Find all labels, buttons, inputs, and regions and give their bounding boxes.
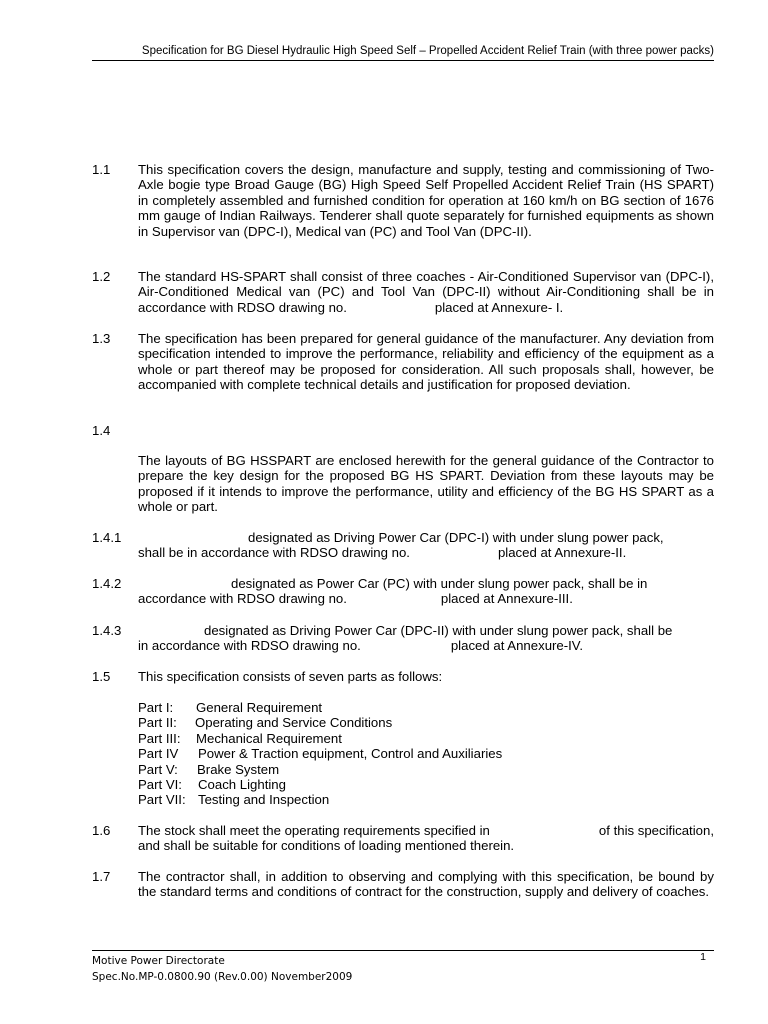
list-item — [138, 792, 502, 807]
footer-divider — [92, 950, 714, 951]
part-title: Brake System — [197, 761, 280, 777]
part-title: Mechanical Requirement — [196, 730, 342, 746]
part-title: Testing and Inspection — [198, 792, 330, 808]
section-number: 1.2 — [92, 269, 111, 284]
section-text: The stock shall meet the operating requirements specified in — [138, 823, 490, 838]
section-text: The standard HS-SPART shall consist of three coaches - Air-Conditioned Supervisor van (DPC-I), Air-Conditioned Medical van (PC) and Tool Van (DPC-II) without Air-Conditioning shall be in accordance with RDSO drawing no. — [138, 269, 714, 315]
section-number: 1.4 — [92, 423, 111, 438]
section-1-1 — [92, 162, 714, 239]
list-item — [138, 700, 502, 715]
section-number: 1.4.3 — [92, 623, 122, 638]
section-1-4-body — [92, 453, 714, 515]
annexure-text: placed at Annexure-IV. — [450, 638, 584, 654]
part-title: General Requirement — [196, 700, 323, 715]
section-1-3 — [92, 331, 714, 393]
list-item — [138, 715, 502, 730]
section-text: of this specification, — [598, 823, 714, 838]
list-item — [138, 777, 502, 792]
footer-directorate: Motive Power Directorate — [92, 955, 225, 967]
part-title: Operating and Service Conditions — [195, 715, 393, 731]
part-label: Part VII: — [138, 792, 186, 808]
list-item — [138, 762, 502, 777]
part-label: Part II: — [138, 715, 177, 731]
part-label: Part I: — [138, 700, 174, 715]
section-text: designated as Power Car (PC) with under slung power pack, shall be in — [231, 576, 648, 591]
footer-spec-number: Spec.No.MP-0.0800.90 (Rev.0.00) November2009 — [92, 971, 353, 983]
list-item — [138, 731, 502, 746]
annexure-text: placed at Annexure-III. — [440, 591, 573, 607]
section-number: 1.6 — [92, 823, 111, 838]
section-number: 1.4.1 — [92, 530, 122, 545]
section-text: This specification consists of seven parts as follows: — [138, 669, 443, 684]
section-1-4-1 — [92, 530, 714, 561]
part-label: Part VI: — [138, 777, 182, 793]
section-text: in accordance with RDSO drawing no. — [138, 638, 361, 654]
section-number: 1.7 — [92, 869, 111, 884]
section-text: accordance with RDSO drawing no. — [138, 591, 347, 607]
section-text: This specification covers the design, manufacture and supply, testing and commissioning of Two-Axle bogie type Broad Gauge (BG) High Speed Self Propelled Accident Relief Train (HS SPART) in completely assembled and furnished condition for operation at 160 km/h on BG section of 1676 mm gauge of Indian Railways. Tenderer shall quote separately for furnished equipments as shown in Supervisor van (DPC-I), Medical van (PC) and Tool Van (DPC-II). — [138, 162, 714, 239]
part-title: Power & Traction equipment, Control and Auxiliaries — [198, 746, 503, 762]
section-1-6 — [92, 823, 714, 854]
section-1-2 — [92, 269, 714, 315]
part-label: Part V: — [138, 761, 178, 777]
annexure-text: placed at Annexure-II. — [497, 545, 627, 561]
section-number: 1.3 — [92, 331, 111, 346]
section-number: 1.1 — [92, 162, 111, 177]
section-text: The contractor shall, in addition to observing and complying with this specification, be bound by the standard terms and conditions of contract for the construction, supply and delivery of coaches. — [138, 869, 714, 900]
section-number: 1.4.2 — [92, 576, 122, 591]
section-1-7 — [92, 869, 714, 900]
part-title: Coach Lighting — [198, 777, 286, 793]
section-text: designated as Driving Power Car (DPC-I) with under slung power pack, — [248, 530, 664, 545]
section-1-5 — [92, 669, 714, 684]
page-number: 1 — [700, 951, 706, 963]
part-label: Part III: — [138, 730, 181, 746]
page-header: Specification for BG Diesel Hydraulic High Speed Self – Propelled Accident Relief Train (with three power packs) — [92, 45, 714, 61]
section-1-4-2 — [92, 576, 714, 607]
section-number: 1.5 — [92, 669, 111, 684]
section-1-4-3 — [92, 623, 714, 654]
section-text: and shall be suitable for conditions of loading mentioned therein. — [138, 838, 515, 854]
parts-list — [138, 700, 502, 808]
section-text: The specification has been prepared for general guidance of the manufacturer. Any deviation from specification intended to improve the performance, reliability and efficiency of the equipment as a whole or part thereof may be proposed for consideration. All such proposals shall, however, be accompanied with complete technical details and justification for proposed deviation. — [138, 331, 714, 393]
section-text: The layouts of BG HSSPART are enclosed herewith for the general guidance of the Contractor to prepare the key design for the proposed BG HS SPART. Deviation from these layouts may be proposed if it intends to improve the performance, utility and efficiency of the BG HS SPART as a whole or part. — [138, 453, 714, 515]
annexure-text: placed at Annexure- I. — [434, 299, 564, 315]
section-text: designated as Driving Power Car (DPC-II) with under slung power pack, shall be — [204, 623, 673, 638]
list-item — [138, 746, 502, 761]
part-label: Part IV — [138, 746, 179, 762]
section-text: shall be in accordance with RDSO drawing no. — [138, 545, 410, 561]
